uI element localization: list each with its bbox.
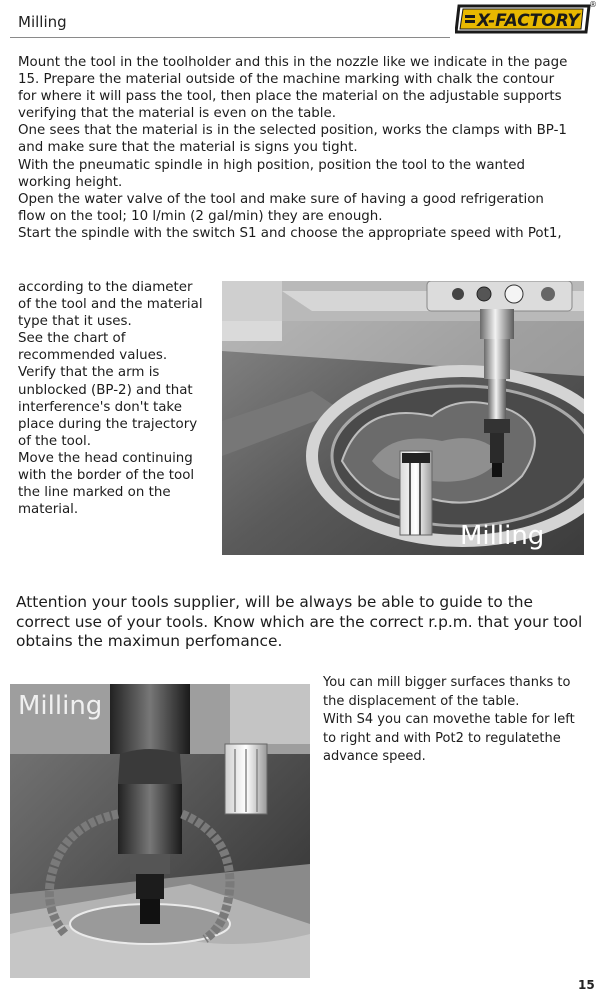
intro-line: verifying that the material is even on the table. bbox=[18, 106, 337, 122]
table-line: With S4 you can movethe table for left bbox=[323, 712, 575, 727]
table-line: to right and with Pot2 to regulatethe bbox=[323, 730, 561, 746]
side-line: interference's don't take bbox=[18, 399, 182, 415]
note-line: Attention your tools supplier, will be always be able to guide to the bbox=[16, 593, 533, 611]
table-line: the displacement of the table. bbox=[323, 693, 520, 709]
milling-scene-bottom bbox=[10, 684, 310, 978]
logo-text: X-FACTORY bbox=[477, 11, 580, 31]
side-line: place during the trajectory bbox=[18, 416, 198, 432]
section-label: Milling bbox=[18, 13, 67, 31]
intro-line: flow on the tool; 10 l/min (2 gal/min) they are enough. bbox=[18, 208, 383, 224]
registered-mark: ® bbox=[589, 0, 597, 9]
note-line: obtains the maximun perfomance. bbox=[16, 632, 283, 650]
intro-line: With the pneumatic spindle in high position, position the tool to the wanted bbox=[18, 157, 526, 173]
milling-photo-top bbox=[222, 281, 584, 555]
side-line: material. bbox=[18, 502, 79, 518]
x-factory-logo bbox=[455, 4, 593, 34]
milling-scene-top bbox=[222, 281, 584, 555]
table-line: advance speed. bbox=[323, 749, 426, 764]
intro-line: working height. bbox=[18, 174, 123, 190]
header-rule bbox=[10, 37, 450, 38]
side-line: type that it uses. bbox=[18, 314, 132, 330]
side-line: Move the head continuing bbox=[18, 450, 193, 466]
supplier-note bbox=[16, 593, 586, 652]
page-number: 15 bbox=[578, 978, 595, 992]
photo-caption-bottom: Milling bbox=[18, 691, 103, 721]
side-line: according to the diameter bbox=[18, 280, 193, 295]
logo-graphic bbox=[455, 4, 593, 34]
intro-line: Mount the tool in the toolholder and this in the nozzle like we indicate in the page bbox=[18, 55, 568, 70]
side-paragraph bbox=[18, 279, 214, 518]
side-line: of the tool and the material bbox=[18, 297, 203, 313]
milling-photo-bottom bbox=[10, 684, 310, 978]
intro-line: One sees that the material is in the selected position, works the clamps with BP-1 bbox=[18, 123, 567, 139]
intro-line: Open the water valve of the tool and make sure of having a good refrigeration bbox=[18, 191, 544, 207]
side-line: recommended values. bbox=[18, 348, 168, 364]
intro-line: Start the spindle with the switch S1 and choose the appropriate speed with Pot1, bbox=[18, 225, 562, 241]
side-line: the line marked on the bbox=[18, 485, 171, 501]
side-line: Verify that the arm is bbox=[18, 365, 160, 381]
side-line: unblocked (BP-2) and that bbox=[18, 382, 193, 398]
table-paragraph bbox=[323, 674, 585, 767]
intro-line: and make sure that the material is signs you tight. bbox=[18, 140, 358, 156]
intro-line: for where it will pass the tool, then place the material on the adjustable supports bbox=[18, 89, 562, 105]
photo-caption-top: Milling bbox=[460, 521, 545, 551]
side-line: See the chart of bbox=[18, 331, 126, 347]
table-line: You can mill bigger surfaces thanks to bbox=[323, 675, 571, 690]
intro-paragraph bbox=[18, 54, 586, 242]
side-line: of the tool. bbox=[18, 433, 92, 449]
intro-line: 15. Prepare the material outside of the machine marking with chalk the contour bbox=[18, 72, 555, 88]
note-line: correct use of your tools. Know which are the correct r.p.m. that your tool bbox=[16, 612, 583, 631]
side-line: with the border of the tool bbox=[18, 468, 195, 484]
